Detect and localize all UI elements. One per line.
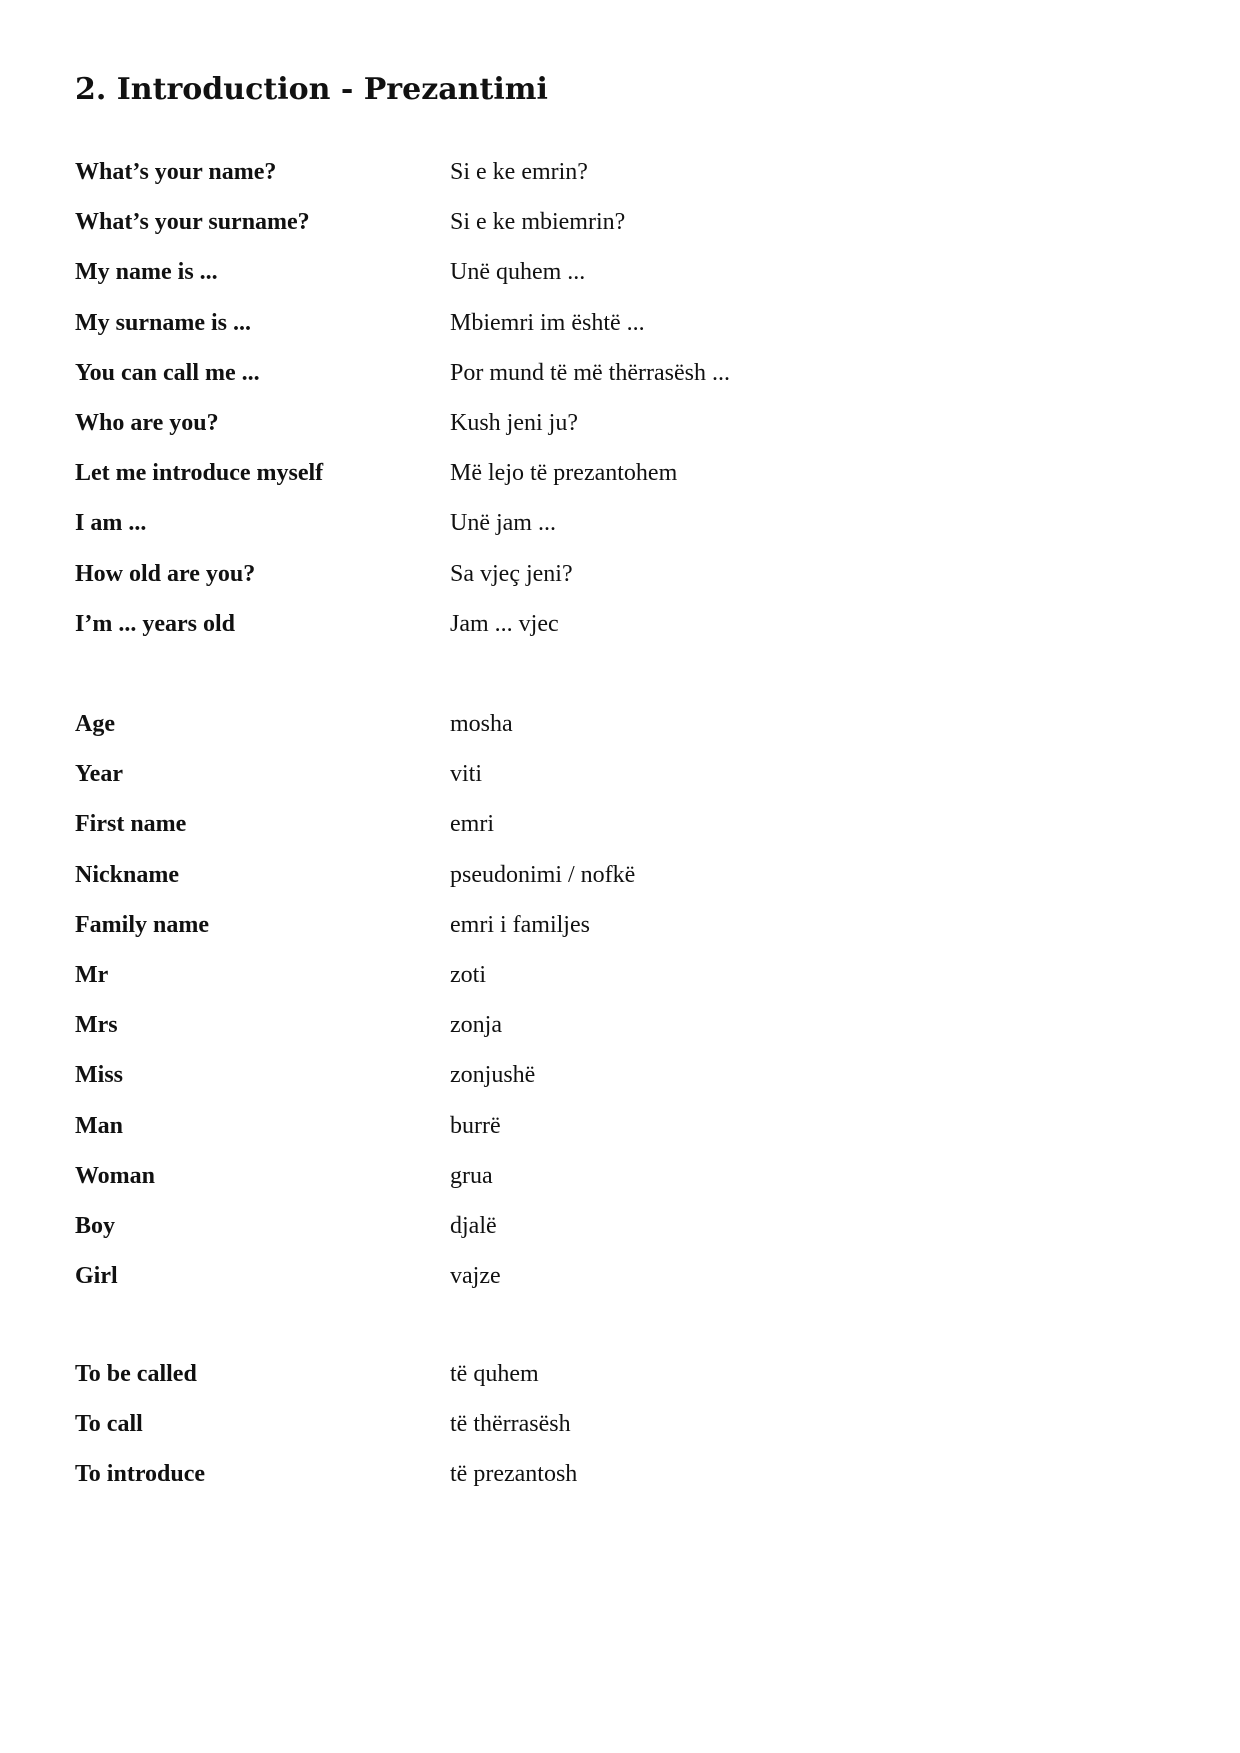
- english-term: Man: [75, 1112, 123, 1139]
- vocab-row: [75, 958, 1075, 1008]
- vocab-row: [75, 1159, 1075, 1209]
- albanian-translation: Si e ke mbiemrin?: [450, 209, 626, 236]
- vocab-row: [75, 1357, 1075, 1407]
- albanian-translation: Më lejo të prezantohem: [450, 460, 678, 487]
- vocab-row: [75, 1008, 1075, 1058]
- albanian-translation: Jam ... vjec: [450, 610, 559, 637]
- vocab-row: [75, 1457, 1075, 1507]
- vocab-row: [75, 205, 1075, 255]
- page-title: 2. Introduction - Prezantimi: [75, 72, 548, 107]
- albanian-translation: burrë: [450, 1112, 501, 1139]
- english-term: I am ...: [75, 510, 147, 537]
- vocab-row: [75, 1259, 1075, 1309]
- english-term: Boy: [75, 1212, 116, 1239]
- vocab-row: [75, 155, 1075, 205]
- english-term: You can call me ...: [75, 359, 260, 386]
- albanian-translation: grua: [450, 1162, 493, 1189]
- albanian-translation: djalë: [450, 1212, 497, 1239]
- english-term: Mrs: [75, 1012, 118, 1039]
- english-term: Miss: [75, 1062, 123, 1089]
- english-term: To call: [75, 1411, 143, 1438]
- phrases-section: [75, 155, 1075, 657]
- vocab-row: [75, 255, 1075, 305]
- vocab-row: [75, 707, 1075, 757]
- vocab-row: [75, 356, 1075, 406]
- english-term: What’s your surname?: [75, 209, 310, 236]
- english-term: Girl: [75, 1263, 118, 1290]
- english-term: What’s your name?: [75, 159, 277, 185]
- english-term: Woman: [75, 1162, 156, 1189]
- albanian-translation: mosha: [450, 711, 513, 737]
- vocab-row: [75, 456, 1075, 506]
- albanian-translation: Mbiemri im është ...: [450, 309, 645, 336]
- albanian-translation: emri: [450, 811, 494, 838]
- albanian-translation: viti: [450, 761, 483, 788]
- vocab-row: [75, 1058, 1075, 1108]
- albanian-translation: të prezantosh: [450, 1461, 578, 1488]
- albanian-translation: Kush jeni ju?: [450, 409, 578, 436]
- albanian-translation: Unë jam ...: [450, 510, 556, 537]
- albanian-translation: të thërrasësh: [450, 1411, 571, 1438]
- english-term: Who are you?: [75, 409, 219, 436]
- vocab-row: [75, 858, 1075, 908]
- english-term: Family name: [75, 911, 209, 938]
- verbs-section: [75, 1357, 1075, 1508]
- albanian-translation: zonjushë: [450, 1062, 536, 1089]
- vocab-row: [75, 1407, 1075, 1457]
- english-term: My name is ...: [75, 259, 218, 286]
- albanian-translation: Unë quhem ...: [450, 259, 586, 286]
- albanian-translation: vajze: [450, 1263, 501, 1290]
- vocab-row: [75, 557, 1075, 607]
- vocab-row: [75, 807, 1075, 857]
- albanian-translation: zonja: [450, 1012, 502, 1039]
- vocab-row: [75, 306, 1075, 356]
- english-term: Nickname: [75, 861, 179, 888]
- english-term: First name: [75, 811, 187, 838]
- english-term: Age: [75, 711, 115, 737]
- nouns-section: [75, 707, 1075, 1309]
- vocab-row: [75, 506, 1075, 556]
- vocab-row: [75, 908, 1075, 958]
- english-term: How old are you?: [75, 560, 256, 587]
- english-term: Let me introduce myself: [75, 460, 324, 487]
- vocab-row: [75, 1109, 1075, 1159]
- vocab-row: [75, 406, 1075, 456]
- vocab-row: [75, 1209, 1075, 1259]
- albanian-translation: të quhem: [450, 1361, 539, 1387]
- albanian-translation: emri i familjes: [450, 911, 590, 938]
- english-term: Mr: [75, 961, 109, 988]
- english-term: I’m ... years old: [75, 610, 235, 637]
- english-term: My surname is ...: [75, 309, 251, 336]
- albanian-translation: zoti: [450, 961, 486, 988]
- english-term: To be called: [75, 1361, 197, 1387]
- albanian-translation: pseudonimi / nofkë: [450, 861, 636, 888]
- vocab-row: [75, 607, 1075, 657]
- vocab-row: [75, 757, 1075, 807]
- english-term: To introduce: [75, 1461, 206, 1488]
- albanian-translation: Por mund të më thërrasësh ...: [450, 359, 730, 386]
- english-term: Year: [75, 761, 123, 788]
- albanian-translation: Si e ke emrin?: [450, 159, 588, 185]
- albanian-translation: Sa vjeç jeni?: [450, 560, 573, 587]
